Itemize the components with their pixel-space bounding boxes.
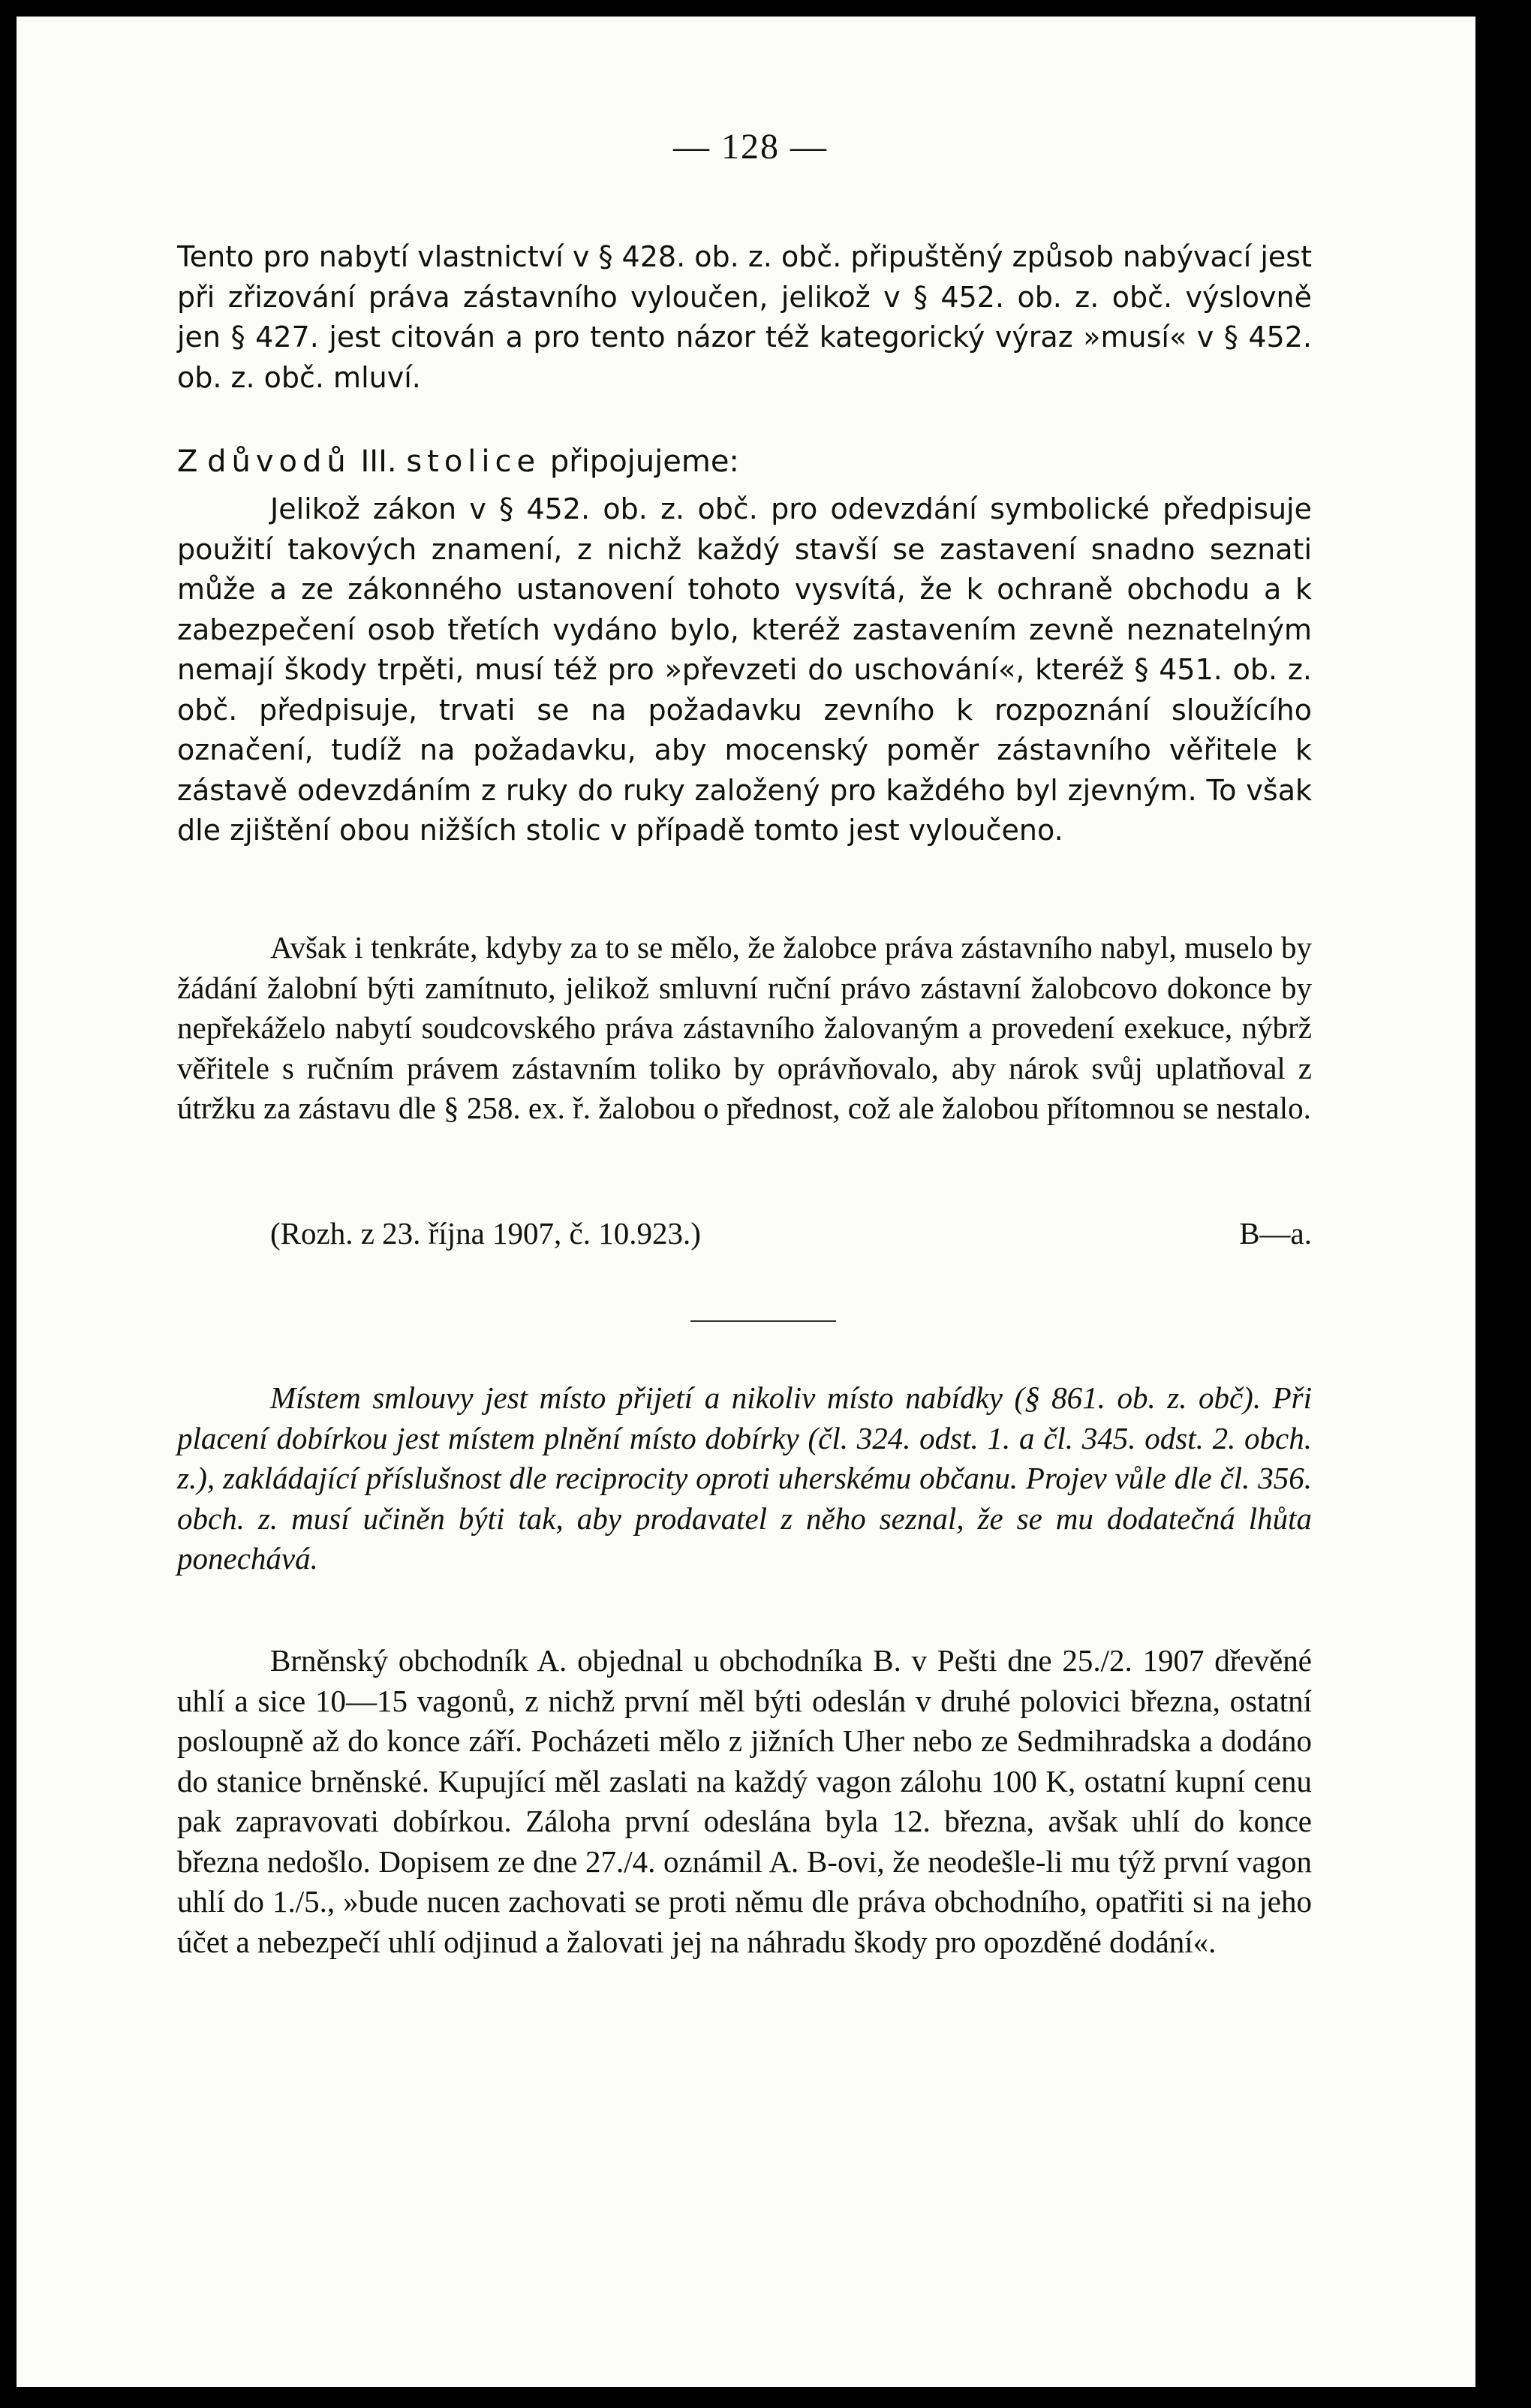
page-number: — 128 — [673,127,828,167]
scan-border-top [0,0,1531,17]
section-heading [177,441,1312,482]
section-divider [690,1320,836,1322]
scan-border-right [1475,0,1531,2408]
scan-border-bottom [0,2387,1531,2408]
paragraph-4: Brněnský obchodník A. objednal u obchodníka B. v Pešti dne 25./2. 1907 dřevěné uhlí a sice 10—15 vagonů, z nichž první měl býti odeslán v druhé polovici března, ostatní posloupně až do konce září. Pocházeti mělo z jižních Uher nebo ze Sedmihradska a dodáno do stanice brněnské. Kupující měl zaslati na každý vagon zálohu 100 K, ostatní kupní cenu pak zapravovati dobírkou. Záloha první odeslána byla 12. března, avšak uhlí do konce března nedošlo. Dopisem ze dne 27./4. oznámil A. B-ovi, že neodešle-li mu týž první vagon uhlí do 1./5., »bude nucen zachovati se proti němu dle práva obchodního, opatřiti si na jeho účet a nebezpečí uhlí odjinud a žalovati jej na náhradu škody pro opozděné dodání«. [177,1643,1312,1959]
heading-roman-numeral: III. [360,444,397,479]
heading-suffix: připojujeme: [549,444,739,479]
paragraph-3: Avšak i tenkráte, kdyby za to se mělo, že žalobce práva zástavního nabyl, muselo by žádání žalobní býti zamítnuto, jelikož smluvní ruční právo zástavní žalobcovo dokonce by nepřekáželo nabytí soudcovského práva zástavního žalovaným a provedení exekuce, nýbrž věřitele s ručním právem zástavním toliko by oprávňovalo, aby nárok svůj uplatňoval z útržku za zástavu dle § 258. ex. ř. žalobou o přednost, což ale žalobou přítomnou se nestalo. [177,930,1312,1125]
scan-border-left [0,0,17,2408]
heading-word-reasons: důvodů [207,444,351,479]
paragraph-2: Jelikož zákon v § 452. ob. z. obč. pro odevzdání symbolické předpisuje použití takových znamení, z nichž každý stavší se zastavení snadno seznati může a ze zákonného ustanovení tohoto vysvítá, že k ochraně obchodu a k zabezpečení osob třetích vydáno bylo, kteréž zastavením zevně neznatelným nemají škody trpěti, musí též pro »převzeti do uschování«, kteréž § 451. ob. z. obč. předpisuje, trvati se na požadavku zevního k rozpoznání sloužícího označení, tudíž na požadavku, aby mocenský poměr zástavního věřitele k zástavě odevzdáním z ruky do ruky založený pro každého byl zjevným. To však dle zjištění obou nižších stolic v případě tomto jest vyloučeno. [177,492,1312,847]
decision-citation [177,1213,1312,1254]
heading-prefix: Z [177,444,198,479]
paragraph-1: Tento pro nabytí vlastnictví v § 428. ob. z. obč. připuštěný způsob nabývací jest při zřizování práva zástavního vyloučen, jelikož v § 452. ob. z. obč. výslovně jen § 427. jest citován a pro tento názor též kategorický výraz »musí« v § 452. ob. z. obč. mluví. [177,240,1312,394]
heading-word-instance: stolice [406,444,541,479]
citation-reference: (Rozh. z 23. října 1907, č. 10.923.) [270,1216,701,1251]
citation-author: B—a. [1239,1216,1312,1251]
case-summary: Místem smlouvy jest místo přijetí a nikoliv místo nabídky (§ 861. ob. z. obč). Při placení dobírkou jest místem plnění místo dobírky (čl. 324. odst. 1. a čl. 345. odst. 2. obch. z.), zakládající příslušnost dle reciprocity oproti uherskému občanu. Projev vůle dle čl. 356. obch. z. musí učiněn býti tak, aby prodavatel z něho seznal, že se mu dodatečná lhůta ponechává. [177,1380,1312,1576]
